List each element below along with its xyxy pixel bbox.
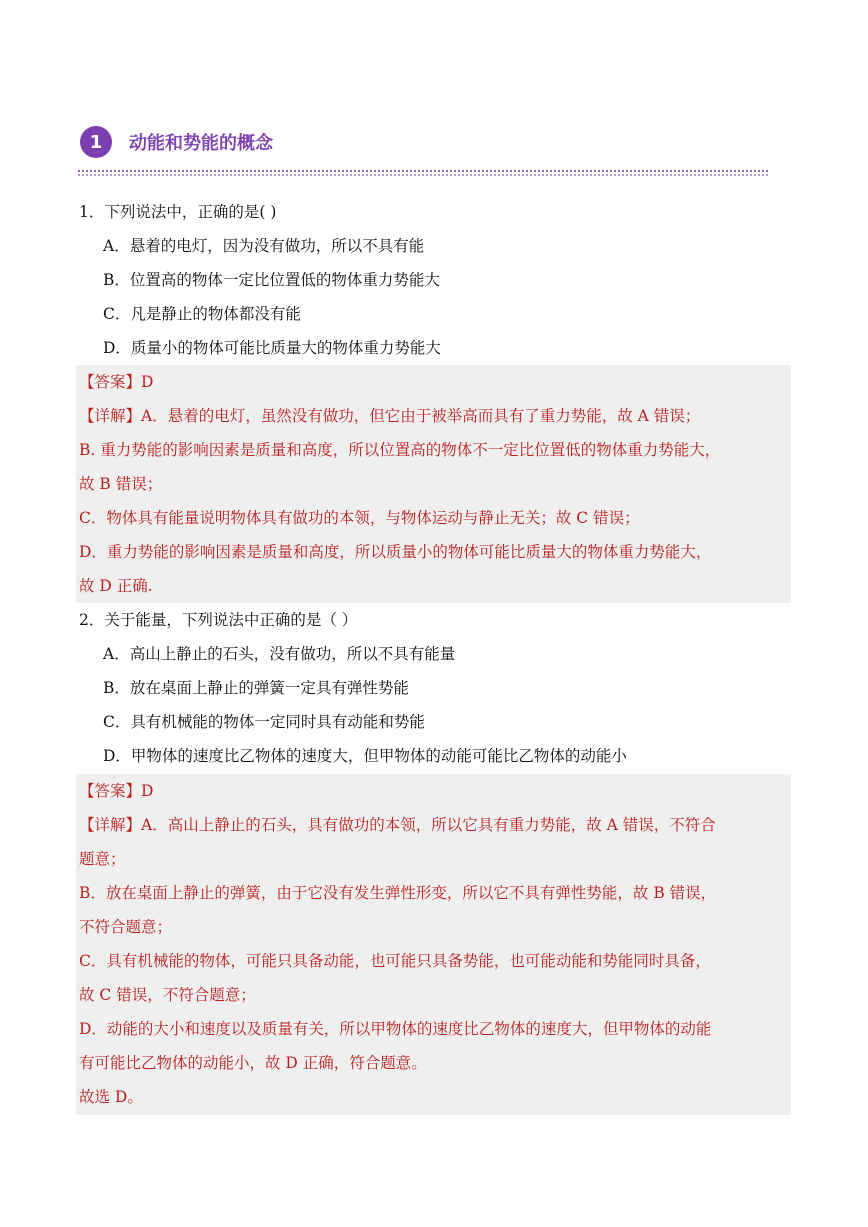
question-1-detail-line: D．重力势能的影响因素是质量和高度，所以质量小的物体可能比质量大的物体重力势能大，: [79, 543, 712, 561]
question-2-detail-line: D．动能的大小和速度以及质量有关，所以甲物体的速度比乙物体的速度大，但甲物体的动能: [79, 1020, 712, 1038]
section-divider: [78, 170, 768, 172]
question-1-detail-line: 故 B 错误；: [79, 475, 163, 493]
section-divider-secondary: [78, 174, 768, 176]
question-2-detail-line: C．具有机械能的物体，可能只具备动能，也可能只具备势能，也可能动能和势能同时具备，: [79, 952, 711, 970]
question-2-option-c: C．具有机械能的物体一定同时具有动能和势能: [103, 713, 425, 731]
question-2-detail-line: 【详解】A．高山上静止的石头，具有做功的本领，所以它具有重力势能，故 A 错误，不符合: [79, 816, 716, 834]
section-title: 动能和势能的概念: [129, 133, 273, 154]
question-2-detail-line: 题意；: [79, 850, 126, 868]
question-1-option-d: D．质量小的物体可能比质量大的物体重力势能大: [103, 339, 441, 357]
question-1-detail-line: C．物体具有能量说明物体具有做功的本领，与物体运动与静止无关；故 C 错误；: [79, 509, 640, 527]
question-2-detail-line: B．放在桌面上静止的弹簧，由于它没有发生弹性形变，所以它不具有弹性势能，故 B 错误，: [79, 884, 717, 902]
question-2-detail-line: 故选 D。: [79, 1088, 143, 1106]
question-2-detail-line: 不符合题意；: [79, 918, 173, 936]
question-1-stem: 1．下列说法中，正确的是( ): [79, 203, 277, 221]
question-1-answer: 【答案】D: [79, 373, 154, 391]
section-number-badge: 1: [80, 126, 112, 158]
question-2-stem: 2．关于能量，下列说法中正确的是（ ）: [79, 611, 358, 629]
question-1-detail-line: 【详解】A．悬着的电灯，虽然没有做功，但它由于被举高而具有了重力势能，故 A 错误；: [79, 407, 701, 425]
question-2-option-d: D．甲物体的速度比乙物体的速度大，但甲物体的动能可能比乙物体的动能小: [103, 747, 627, 765]
question-1-detail-line: B. 重力势能的影响因素是质量和高度，所以位置高的物体不一定比位置低的物体重力势能大，: [79, 441, 721, 459]
question-2-detail-line: 有可能比乙物体的动能小，故 D 正确，符合题意。: [79, 1054, 427, 1072]
question-2-option-a: A．高山上静止的石头，没有做功，所以不具有能量: [103, 645, 456, 663]
question-1-option-b: B．位置高的物体一定比位置低的物体重力势能大: [103, 271, 440, 289]
question-1-option-a: A．悬着的电灯，因为没有做功，所以不具有能: [103, 237, 425, 255]
question-2-detail-line: 故 C 错误，不符合题意；: [79, 986, 256, 1004]
question-2-answer: 【答案】D: [79, 782, 154, 800]
section-header: [80, 126, 273, 158]
question-1-option-c: C．凡是静止的物体都没有能: [103, 305, 301, 323]
question-1-detail-line: 故 D 正确.: [79, 577, 153, 595]
question-2-option-b: B．放在桌面上静止的弹簧一定具有弹性势能: [103, 679, 409, 697]
question-1-answer-block: [76, 365, 791, 603]
